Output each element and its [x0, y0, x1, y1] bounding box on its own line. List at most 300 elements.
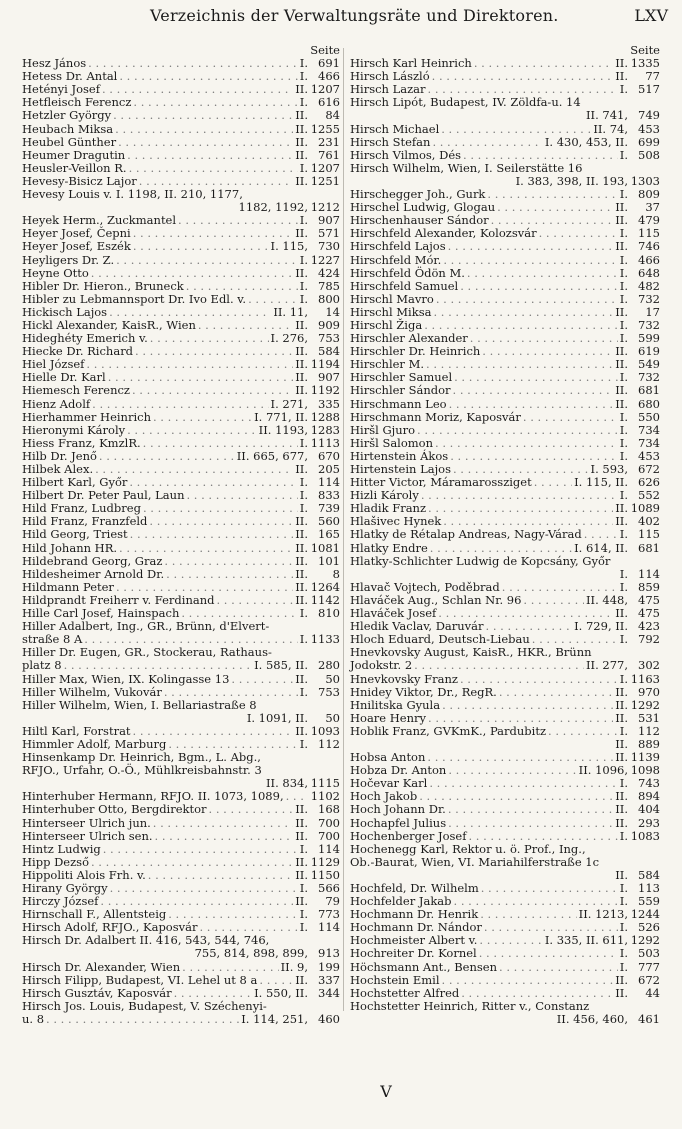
- entry-name: Hiecke Dr. Richard: [22, 344, 134, 359]
- leader-dots: [460, 673, 618, 686]
- entry-page-number: 1139: [630, 750, 660, 765]
- entry-name: Hochfeld, Dr. Wilhelm: [350, 881, 479, 895]
- leader-dots: [116, 581, 293, 594]
- entry-name: Hirsch Lazar: [350, 82, 426, 97]
- entry-page-number: 8: [332, 566, 340, 581]
- entry-name: Hiršl Salomon: [350, 435, 434, 450]
- entry-name: Hiel József: [22, 357, 85, 372]
- entry-volume-ref: II.: [295, 514, 308, 529]
- entry-name: Hirschl Žiga: [350, 317, 423, 332]
- leader-dots: [119, 542, 293, 555]
- entry-page-number: 466: [638, 252, 660, 267]
- index-entry: [22, 843, 340, 856]
- leader-dots: [155, 830, 294, 843]
- leader-dots: [441, 123, 591, 136]
- entry-page-number: 626: [638, 475, 660, 490]
- entry-volume-ref: I.: [619, 409, 628, 424]
- entry-page-number: 809: [638, 187, 660, 202]
- entry-name: Heyek Herm., Zuckmantel: [22, 213, 177, 228]
- entry-volume-ref: II.: [295, 173, 308, 188]
- leader-dots: [479, 934, 542, 947]
- leader-dots: [217, 594, 294, 607]
- entry-name: Hochfelder Jakab: [350, 894, 452, 909]
- leader-dots: [153, 411, 252, 424]
- entry-page-number: 773: [318, 907, 340, 922]
- entry-page-number: 14: [325, 304, 340, 319]
- entry-volume-ref: II.: [615, 972, 628, 987]
- entry-page-number: 672: [638, 462, 660, 476]
- index-entry: [350, 568, 660, 581]
- entry-name: Hirschl Mavro: [350, 291, 434, 306]
- index-entry: [350, 673, 660, 686]
- leader-dots: [129, 162, 298, 175]
- entry-page-number: 913: [318, 946, 340, 961]
- entry-page-number: 1129: [310, 854, 340, 869]
- entry-page-number: 517: [638, 82, 660, 97]
- index-entry: [350, 699, 660, 712]
- entry-volume-ref: II. 1213,: [578, 907, 628, 922]
- index-entry: [22, 830, 340, 843]
- entry-name: Hledik Vaclav, Daruvár: [350, 619, 484, 634]
- index-entry: [350, 947, 660, 960]
- entry-volume-ref: I.: [619, 331, 628, 346]
- entry-volume-ref: II.: [615, 789, 628, 804]
- entry-page-number: 424: [318, 265, 340, 280]
- leader-dots: [46, 1013, 239, 1026]
- entry-name: Hintz Ludwig: [22, 841, 101, 856]
- entry-page-number: 571: [318, 226, 340, 241]
- entry-volume-ref: II.: [295, 723, 308, 738]
- entry-page-number: 1207: [310, 160, 340, 175]
- entry-name: platz 8: [22, 658, 62, 673]
- leader-dots: [86, 358, 293, 371]
- entry-page-number: 112: [638, 723, 660, 738]
- entry-volume-ref: II.: [295, 317, 308, 332]
- entry-name: Hilb Dr. Jenő: [22, 448, 97, 463]
- entry-name: Hočevar Karl: [350, 776, 428, 791]
- index-entry: [22, 947, 340, 960]
- leader-dots: [479, 947, 618, 960]
- entry-name: straße 8 A: [22, 632, 83, 647]
- leader-dots: [133, 96, 297, 109]
- index-entry: [22, 162, 340, 175]
- entry-volume-ref: 1182, 1192,: [238, 200, 308, 215]
- leader-dots: [259, 974, 293, 987]
- entry-volume-ref: I.: [619, 920, 628, 935]
- entry-page-number: 115: [638, 226, 660, 241]
- entry-volume-ref: II. 74,: [593, 121, 628, 136]
- entry-volume-ref: I. 335, II. 611,: [544, 933, 628, 948]
- entry-name: Hnidey Viktor, Dr., RegR.: [350, 684, 497, 699]
- entry-page-number: 50: [325, 671, 340, 686]
- index-entry: [350, 293, 660, 306]
- entry-volume-ref: II. 1096,: [578, 763, 628, 778]
- leader-dots: [454, 371, 618, 384]
- entry-page-number: 199: [318, 959, 340, 974]
- entry-page-number: 77: [645, 69, 660, 84]
- leader-dots: [91, 267, 293, 280]
- entry-name: Hirschfeld Lajos: [350, 239, 446, 254]
- leader-dots: [448, 240, 614, 253]
- leader-dots: [133, 240, 269, 253]
- entry-volume-ref: I.: [619, 488, 628, 503]
- entry-name: Hlaváček Josef: [350, 606, 437, 621]
- entry-name: Hirschel Ludwig, Glogau: [350, 200, 496, 215]
- leader-dots: [103, 843, 298, 856]
- entry-volume-ref: I.: [299, 95, 308, 110]
- entry-page-number: 453: [638, 448, 660, 463]
- index-entry: [350, 856, 660, 869]
- entry-page-number: 1255: [310, 121, 340, 136]
- entry-name: Hobza Dr. Anton: [350, 763, 447, 778]
- index-entry: [22, 424, 340, 437]
- entry-volume-ref: I.: [299, 632, 308, 647]
- entry-page-number: 482: [638, 278, 660, 293]
- index-entry: [350, 581, 660, 594]
- entry-name: Hirschler Samuel: [350, 370, 453, 385]
- entry-volume-ref: I.: [299, 881, 308, 895]
- leader-dots: [149, 515, 293, 528]
- entry-name: Hirany György: [22, 881, 108, 895]
- entry-volume-ref: II.: [615, 56, 628, 71]
- entry-name: Hirschegger Joh., Gurk: [350, 187, 486, 202]
- entry-page-number: 785: [318, 278, 340, 293]
- leader-dots: [584, 528, 618, 541]
- entry-name: Hirsch Vilmos, Dés: [350, 147, 462, 162]
- entry-name: Hoch Jakob: [350, 789, 418, 804]
- leader-dots: [143, 502, 298, 515]
- entry-name: Hinterseer Ulrich sen.: [22, 828, 153, 843]
- entry-volume-ref: II.: [295, 265, 308, 280]
- entry-name: Hipp Dezső: [22, 854, 89, 869]
- entry-name: Hirsch Dr. Alexander, Wien: [22, 959, 181, 974]
- entry-page-number: 1115: [310, 776, 340, 791]
- entry-page-number: 1150: [310, 867, 340, 882]
- entry-page-number: 79: [325, 894, 340, 909]
- leader-dots: [429, 777, 617, 790]
- index-entry: [22, 856, 340, 869]
- leader-dots: [480, 908, 576, 921]
- entry-name: Hiller Dr. Eugen, GR., Stockerau, Rathaus-: [22, 645, 272, 660]
- entry-name: Hilbert Dr. Peter Paul, Laun: [22, 488, 185, 503]
- entry-volume-ref: I. 271,: [270, 396, 308, 411]
- entry-name: Hevesy-Bisicz Lajor: [22, 173, 137, 188]
- leader-dots: [449, 398, 614, 411]
- entry-page-number: 730: [318, 239, 340, 254]
- leader-dots: [91, 856, 293, 869]
- index-entry: [22, 555, 340, 568]
- entry-volume-ref: II. 277,: [585, 658, 628, 673]
- leader-dots: [460, 280, 618, 293]
- entry-name: Hobsa Anton: [350, 750, 426, 765]
- entry-volume-ref: I. 585, II.: [254, 658, 308, 673]
- entry-volume-ref: I.: [619, 723, 628, 738]
- entry-page-number: 810: [318, 606, 340, 621]
- entry-name: Heyer Josef, Eszék: [22, 239, 131, 254]
- leader-dots: [109, 306, 271, 319]
- index-entry: [350, 542, 660, 555]
- entry-page-number: 531: [638, 710, 660, 725]
- entry-volume-ref: II.: [295, 82, 308, 97]
- entry-volume-ref: I.: [619, 370, 628, 385]
- entry-name: Hirsch Dr. Adalbert II. 416, 543, 544, 746,: [22, 933, 270, 948]
- entry-name: Hirtenstein Lajos: [350, 462, 451, 476]
- index-entry: [350, 712, 660, 725]
- entry-page-number: 1227: [310, 252, 340, 267]
- entry-page-number: 1192: [310, 383, 340, 398]
- entry-name: Hochenberger Josef: [350, 828, 467, 843]
- entry-volume-ref: II. 741,: [585, 108, 628, 123]
- entry-page-number: 732: [638, 291, 660, 306]
- leader-dots: [164, 555, 293, 568]
- entry-volume-ref: II.: [295, 867, 308, 882]
- entry-page-number: 466: [318, 69, 340, 84]
- entry-name: Heubach Miksa: [22, 121, 114, 136]
- entry-volume-ref: I. 1091, II.: [246, 710, 308, 725]
- entry-name: Hiršl Gjuro: [350, 422, 416, 437]
- entry-page-number: 800: [318, 291, 340, 306]
- entry-volume-ref: I. 115,: [270, 239, 308, 254]
- entry-name: Hild Georg, Triest: [22, 527, 128, 542]
- leader-dots: [534, 476, 572, 489]
- entry-page-number: 792: [638, 632, 660, 647]
- entry-name: Hirsch Lipót, Budapest, IV. Zöldfa-u. 14: [350, 95, 581, 110]
- entry-page-number: 101: [318, 553, 340, 568]
- leader-dots: [164, 686, 298, 699]
- entry-page-number: 970: [638, 684, 660, 699]
- index-entry: [22, 542, 340, 555]
- entry-volume-ref: II.: [295, 592, 308, 607]
- index-entry: [350, 109, 660, 122]
- entry-page-number: 680: [638, 396, 660, 411]
- index-entry: [22, 109, 340, 122]
- index-entry: [350, 725, 660, 738]
- index-entry: [22, 437, 340, 450]
- entry-volume-ref: II. 1193,: [258, 422, 308, 437]
- leader-dots: [64, 659, 253, 672]
- leader-dots: [432, 70, 614, 83]
- entry-name: u. 8: [22, 1011, 45, 1026]
- entry-name: Hieronymi Károly: [22, 422, 126, 437]
- entry-volume-ref: I. 114, 251,: [241, 1011, 308, 1026]
- leader-dots: [127, 424, 257, 437]
- entry-name: Hirschfeld Ödön M.: [350, 265, 465, 280]
- leader-dots: [430, 542, 572, 555]
- entry-page-number: 44: [645, 985, 660, 1000]
- index-entry: [350, 240, 660, 253]
- entry-page-number: 1288: [310, 409, 340, 424]
- leader-dots: [421, 489, 618, 502]
- index-entry: [350, 974, 660, 987]
- index-entry: [22, 686, 340, 699]
- entry-name: Hevesy Louis v. I. 1198, II. 210, 1177,: [22, 187, 243, 202]
- entry-volume-ref: I.: [619, 265, 628, 280]
- entry-name: Hlavač Vojtech, Poděbrad: [350, 579, 500, 594]
- entry-name: Hinsenkamp Dr. Heinrich, Bgm., L. Abg.,: [22, 750, 261, 765]
- index-entry: [22, 568, 340, 581]
- index-entry: [350, 123, 660, 136]
- index-entry: [350, 686, 660, 699]
- entry-volume-ref: II.: [615, 501, 628, 516]
- leader-dots: [497, 201, 613, 214]
- entry-name: Hloch Eduard, Deutsch-Liebau: [350, 632, 530, 647]
- entry-page-number: 17: [645, 304, 660, 319]
- entry-page-number: 700: [318, 828, 340, 843]
- index-entry: [350, 424, 660, 437]
- entry-name: Hoare Henry: [350, 710, 427, 725]
- page-header: [0, 4, 682, 30]
- entry-name: Hoch Johann Dr.: [350, 802, 446, 817]
- leader-dots: [110, 882, 298, 895]
- entry-volume-ref: I. 614, II.: [574, 540, 628, 555]
- leader-dots: [130, 528, 294, 541]
- entry-page-number: 1089: [630, 501, 660, 516]
- entry-volume-ref: II. 9,: [280, 959, 308, 974]
- leader-dots: [539, 227, 618, 240]
- entry-name: Hideghéty Emerich v.: [22, 331, 148, 346]
- entry-name: Hildprandt Freiherr v. Ferdinand: [22, 592, 215, 607]
- entry-page-number: 1283: [310, 422, 340, 437]
- entry-volume-ref: II.: [295, 370, 308, 385]
- index-entry: [350, 384, 660, 397]
- leader-dots: [174, 987, 253, 1000]
- entry-page-number: 1335: [630, 56, 660, 71]
- entry-volume-ref: I.: [299, 501, 308, 516]
- entry-volume-ref: I.: [299, 475, 308, 490]
- entry-page-number: 1093: [310, 723, 340, 738]
- entry-volume-ref: II.: [295, 344, 308, 359]
- entry-name: Hinterhuber Hermann, RFJO. II. 1073, 1089,: [22, 789, 284, 804]
- entry-volume-ref: I.: [619, 291, 628, 306]
- entry-page-number: 1133: [310, 632, 340, 647]
- entry-page-number: 907: [318, 213, 340, 228]
- entry-volume-ref: I. 550, II.: [254, 985, 308, 1000]
- leader-dots: [419, 790, 613, 803]
- entry-page-number: 746: [638, 239, 660, 254]
- entry-volume-ref: I.: [619, 278, 628, 293]
- leader-dots: [499, 686, 613, 699]
- leader-dots: [548, 725, 618, 738]
- entry-name: Heyne Otto: [22, 265, 89, 280]
- index-entry: [350, 555, 660, 568]
- index-entry: [22, 398, 340, 411]
- entry-name: Hippoliti Alois Frh. v.: [22, 867, 146, 882]
- entry-page-number: 648: [638, 265, 660, 280]
- leader-dots: [428, 502, 613, 515]
- entry-name: Hirschler Dr. Heinrich: [350, 344, 481, 359]
- entry-page-number: 670: [318, 448, 340, 463]
- entry-page-number: 335: [318, 396, 340, 411]
- leader-dots: [470, 332, 618, 345]
- entry-name: Hirschenhauser Sándor: [350, 213, 489, 228]
- index-entry: [22, 528, 340, 541]
- entry-page-number: 1113: [310, 435, 340, 450]
- index-entry: [22, 659, 340, 672]
- entry-volume-ref: II.: [615, 213, 628, 228]
- entry-page-number: 1102: [310, 789, 340, 804]
- index-entry: [22, 136, 340, 149]
- column-divider: [343, 48, 344, 1011]
- entry-volume-ref: II. 11,: [273, 304, 308, 319]
- entry-page-number: 753: [318, 684, 340, 699]
- entry-name: Hirczy József: [22, 894, 99, 909]
- entry-name: Hirschmann Moriz, Kaposvár: [350, 409, 521, 424]
- entry-volume-ref: I.: [299, 160, 308, 175]
- entry-volume-ref: II.: [295, 894, 308, 909]
- entry-volume-ref: I.: [299, 252, 308, 267]
- entry-name: Hild Johann HR.: [22, 540, 118, 555]
- entry-name: Hochstetter Heinrich, Ritter v., Constanz: [350, 998, 590, 1013]
- index-entry: [350, 659, 660, 672]
- index-entry: [22, 817, 340, 830]
- entry-page-number: 337: [318, 972, 340, 987]
- entry-name: Hirschfeld Samuel: [350, 278, 459, 293]
- leader-dots: [127, 149, 293, 162]
- entry-volume-ref: I. 430, 453, II.: [544, 134, 628, 149]
- entry-page-number: 503: [638, 946, 660, 961]
- entry-name: Hochenegg Karl, Rektor u. ö. Prof., Ing.,: [350, 841, 586, 856]
- entry-page-number: 404: [638, 802, 660, 817]
- entry-name: Heusler-Veillon R.: [22, 160, 127, 175]
- entry-name: Hnevkovsky August, KaisR., HKR., Brünn: [350, 645, 592, 660]
- entry-volume-ref: II.: [615, 802, 628, 817]
- leader-dots: [150, 332, 269, 345]
- entry-page-number: 700: [318, 815, 340, 830]
- entry-page-number: 749: [638, 108, 660, 123]
- entry-page-number: 681: [638, 540, 660, 555]
- leader-dots: [435, 437, 618, 450]
- entry-page-number: 508: [638, 147, 660, 162]
- leader-dots: [523, 411, 618, 424]
- entry-page-number: 691: [318, 56, 340, 71]
- entry-page-number: 894: [638, 789, 660, 804]
- entry-volume-ref: II.: [615, 514, 628, 529]
- index-entry: [22, 123, 340, 136]
- entry-volume-ref: II.: [615, 357, 628, 372]
- leader-dots: [108, 371, 294, 384]
- leader-dots: [474, 57, 613, 70]
- entry-page-number: 549: [638, 357, 660, 372]
- index-entry: [350, 961, 660, 974]
- entry-name: Hilbek Alex.: [22, 462, 94, 476]
- entry-volume-ref: II.: [615, 867, 628, 882]
- entry-page-number: 461: [638, 1011, 660, 1026]
- entry-page-number: 280: [318, 658, 340, 673]
- entry-volume-ref: II.: [615, 710, 628, 725]
- leader-dots: [133, 227, 294, 240]
- entry-name: Hirschfeld Alexander, Kolozsvár: [350, 226, 537, 241]
- entry-name: Hiltl Karl, Forstrat: [22, 723, 131, 738]
- entry-page-number: 112: [318, 736, 340, 751]
- entry-name: Hirnschall F., Allentsteig: [22, 907, 167, 922]
- entry-page-number: 753: [318, 331, 340, 346]
- entry-name: Hielle Dr. Karl: [22, 370, 106, 385]
- entry-volume-ref: II.: [615, 684, 628, 699]
- leader-dots: [448, 803, 613, 816]
- index-entry: [350, 987, 660, 1000]
- leader-dots: [428, 712, 613, 725]
- entry-volume-ref: II.: [615, 985, 628, 1000]
- index-entry: [22, 987, 340, 1000]
- index-entry: [22, 581, 340, 594]
- entry-page-number: 1163: [630, 671, 660, 686]
- entry-page-number: 475: [638, 592, 660, 607]
- entry-volume-ref: I.: [619, 828, 628, 843]
- index-entry: [350, 437, 660, 450]
- entry-volume-ref: I.: [619, 881, 628, 895]
- entry-volume-ref: I.: [299, 606, 308, 621]
- entry-name: Hochstetter Alfred: [350, 985, 460, 1000]
